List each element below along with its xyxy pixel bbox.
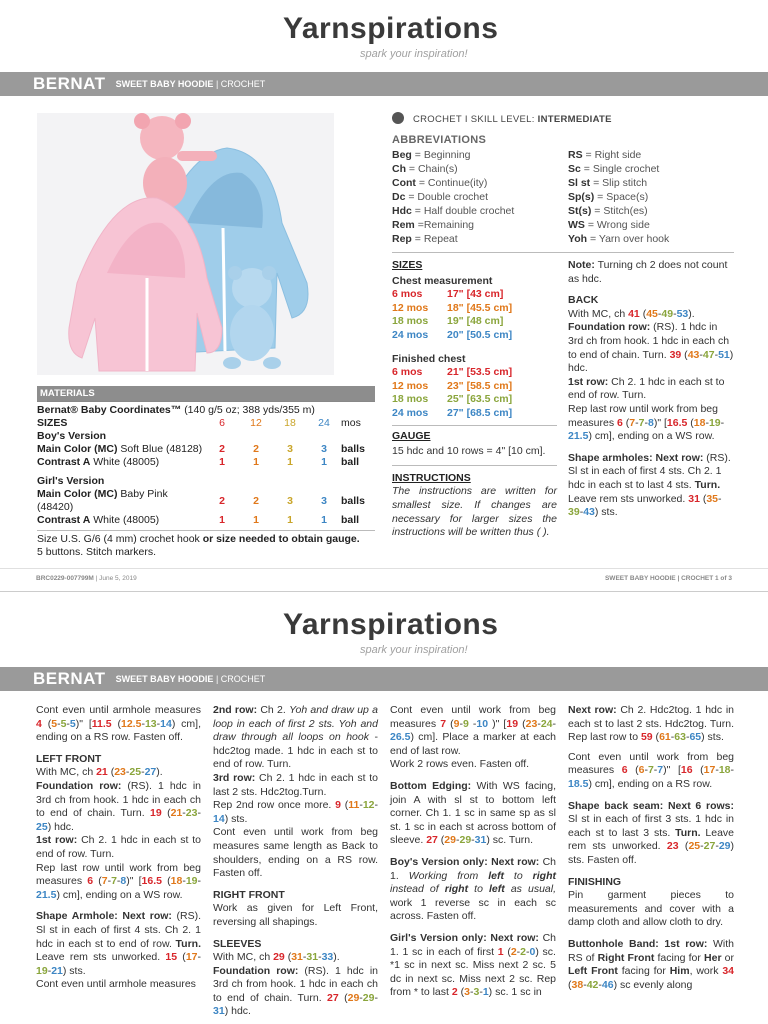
materials-table: SIZES 6 12 18 24 mos Boy's Version Main Color (MC) Soft Blue (48128) 2 2 3 3 balls Contrast A White (48005) 1 1 1 1 ball Girl's Version Main Color (MC) Baby Pink (48420) 2 2 3 3 balls Contrast A White (48005) 1 1 1 1 ball — [37, 417, 365, 526]
sizes-column: SIZES Chest measurement 6 mos 17" [43 cm] 12 mos 18" [45.5 cm] 18 mos 19" [48 cm] 24 mos 20" [50.5 cm] Finished chest 6 mos 21" [53.5 cm] 12 mos 23" [58.5 cm] 18 mos 25" [63.5 cm] 24 mos 27" [68.5 cm] GAUGE 15 hdc and 10 rows = 4" [10 cm]. INSTRUCTIONS The instructions are written for smallest size. If changes are necessary for larger sizes the instructions will be written thus ( ). — [392, 259, 557, 539]
yarn-line: Bernat® Baby Coordinates™ (140 g/5 oz; 388 yds/355 m) — [37, 404, 315, 416]
abbreviations-right: RS = Right side Sc = Single crochet Sl st = Slip stitch Sp(s) = Space(s) St(s) = Stitch(es) WS = Wrong side Yoh = Yarn over hook — [568, 149, 670, 245]
page-divider — [0, 591, 768, 592]
pattern-header-band — [0, 72, 768, 96]
abbreviations-left: Beg = Beginning Ch = Chain(s) Cont = Continue(ity) Dc = Double crochet Hdc = Half double crochet Rem =Remaining Rep = Repeat — [392, 149, 515, 245]
right-front-sleeves-column: 2nd row: Ch 2. Yoh and draw up a loop in each of first 2 sts. Yoh and draw through all loops on hook - hdc2tog made. 1 hdc in each st to end of row. Turn. 3rd row: Ch 2. 1 hdc in each st to last 2 sts. Hdc2tog.Turn. Rep 2nd row once more. 9 (11-12-14) sts. Cont even until work from beg measures same length as Back to shoulders, ending on a RS row. Fasten off. RIGHT FRONT Work as given for Left Front, reversing all shapings. SLEEVES With MC, ch 29 (31-31-33). Foundation row: (RS). 1 hdc in 3rd ch from hook. 1 hdc in each ch to end of chain. Turn. 27 (29-29-31) hdc. — [213, 704, 379, 1018]
logo-tagline-page2: spark your inspiration! — [360, 644, 468, 656]
footer-code: BRC0229-007799M | June 5, 2019 — [36, 575, 137, 582]
notions-line: 5 buttons. Stitch markers. — [37, 546, 157, 558]
brand-name: BERNAT — [33, 74, 106, 93]
skill-level: CROCHET I SKILL LEVEL: INTERMEDIATE — [392, 112, 612, 125]
yarnspirations-logo-page2: Yarnspirations — [283, 608, 499, 641]
abbreviations-title: ABBREVIATIONS — [392, 134, 487, 146]
logo-tagline: spark your inspiration! — [360, 48, 468, 60]
materials-box — [37, 386, 375, 559]
yarn-ball-icon — [392, 112, 404, 124]
back-column: Note: Turning ch 2 does not count as hdc. BACK With MC, ch 41 (45-49-53). Foundation row: (RS). 1 hdc in 3rd ch from hook. 1 hdc in each ch to end of chain. Turn. 39 (43-47-51) hdc. 1st row: Ch 2. 1 hdc in each st to end of row. Turn. Rep last row until work from beg measures 6 (7-7-8)" [16.5 (18-19-21.5) cm], ending on a WS row. Shape armholes: Next row: (RS). Sl st in each of first 4 sts. Ch 2. 1 hdc in each st to last 4 sts. Turn. Leave rem sts unworked. 31 (35-39-43) sts. — [568, 259, 734, 519]
sleeve-edging-column: Cont even until work from beg measures 7 (9-9 -10 )" [19 (23-24-26.5) cm]. Place a marker at each end of last row. Work 2 rows even. Fasten off. Bottom Edging: With WS facing, join A with sl st to bottom left corner. Ch 1. 1 sc in same sp as sl st. 1 sc in each st across bottom of sleeve. 27 (29-29-31) sc. Turn. Boy's Version only: Next row: Ch 1. Working from left to right instead of right to left as usual, work 1 reverse sc in each sc across. Fasten off. Girl's Version only: Next row: Ch 1. 1 sc in each of first 1 (2-2-0) sc. *1 sc in next sc. Miss next 2 sc. 5 dc in next sc. Miss next 2 sc. Rep from * to last 2 (3-3-1) sc. 1 sc in — [390, 704, 557, 999]
pattern-title: SWEET BABY HOODIE | CROCHET — [115, 79, 266, 89]
left-front-column: Cont even until armhole measures 4 (5-5-5)" [11.5 (12.5-13-14) cm], ending on a RS row. Fasten off. LEFT FRONT With MC, ch 21 (23-25-27). Foundation row: (RS). 1 hdc in 3rd ch from hook. 1 hdc in each ch to end of chain. Turn. 19 (21-23-25) hdc. 1st row: Ch 2. 1 hdc in each st to end of row. Turn. Rep last row until work from beg measures 6 (7-7-8)" [16.5 (18-19-21.5) cm], ending on a WS row. Shape Armhole: Next row: (RS). Sl st in each of first 4 sts. Ch 2. 1 hdc in each st to end of row. Turn. Leave rem sts unworked. 15 (17-19-21) sts. Cont even until armhole measures — [36, 704, 202, 991]
product-photo — [37, 113, 334, 375]
materials-header: MATERIALS — [37, 386, 375, 401]
finishing-column: Next row: Ch 2. Hdc2tog. 1 hdc in each st to last 2 sts. Hdc2tog. Turn. Rep last row to 59 (61-63-65) sts. Cont even until work from beg measures 6 (6-7-7)" [16 (17-18-18.5) cm], ending on a RS row. Shape back seam: Next 6 rows: Sl st in each of first 3 sts. 1 hdc in each st to last 3 sts. Turn. Leave rem sts unworked. 23 (25-27-29) sts. Fasten off. FINISHING Pin garment pieces to measurements and cover with a damp cloth and allow cloth to dry. Buttonhole Band: 1st row: With RS of Right Front facing for Her or Left Front facing for Him, work 34 (38-42-46) sc evenly along — [568, 704, 735, 991]
yarnspirations-logo: Yarnspirations — [283, 12, 499, 45]
pattern-header-band-page2: BERNAT SWEET BABY HOODIE | CROCHET — [0, 667, 768, 691]
hook-line: Size U.S. G/6 (4 mm) crochet hook or size needed to obtain gauge. — [37, 533, 360, 545]
footer-page: SWEET BABY HOODIE | CROCHET 1 of 3 — [604, 575, 732, 582]
